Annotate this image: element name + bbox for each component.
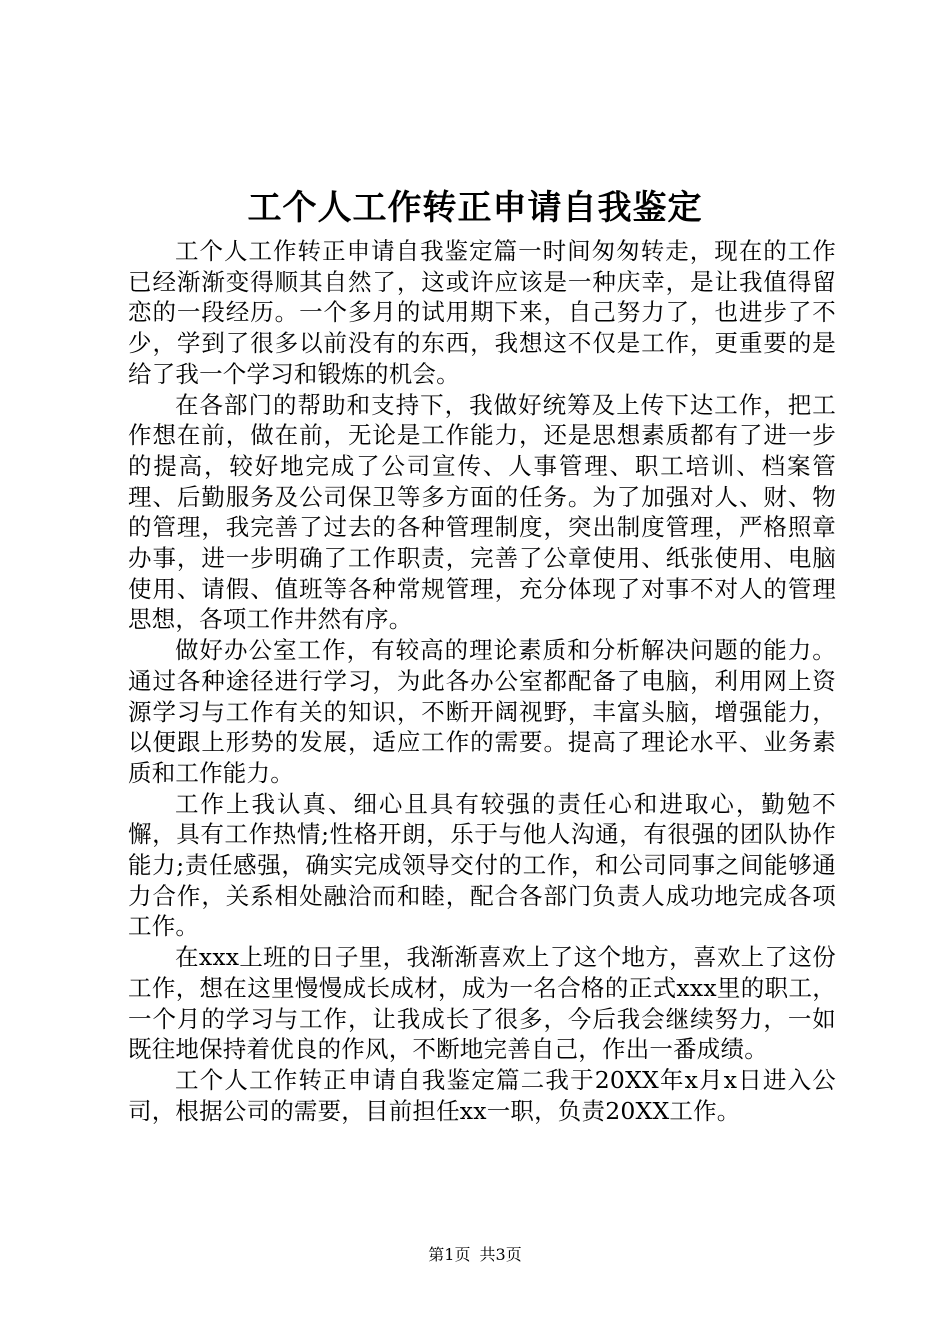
page-number: 第1页 (428, 1245, 471, 1264)
page-total: 共3页 (479, 1245, 522, 1264)
paragraph-4: 工作上我认真、细心且具有较强的责任心和进取心，勤勉不懈，具有工作热情;性格开朗，乐于与他人沟通，有很强的团队协作能力;责任感强，确实完成领导交付的工作，和公司同事之间能够通力合作，关系相处融洽而和睦，配合各部门负责人成功地完成各项工作。 (128, 789, 836, 941)
document-body (128, 236, 836, 1126)
document-title: 工个人工作转正申请自我鉴定 (247, 188, 703, 228)
paragraph-3: 做好办公室工作，有较高的理论素质和分析解决问题的能力。通过各种途径进行学习，为此各办公室都配备了电脑，利用网上资源学习与工作有关的知识，不断开阔视野，丰富头脑，增强能力，以便跟上形势的发展，适应工作的需要。提高了理论水平、业务素质和工作能力。 (128, 636, 836, 787)
paragraph-6: 工个人工作转正申请自我鉴定篇二我于20XX年x月x日进入公司，根据公司的需要，目前担任xx一职，负责20XX工作。 (128, 1065, 836, 1125)
page-footer (0, 1243, 950, 1267)
paragraph-2: 在各部门的帮助和支持下，我做好统筹及上传下达工作，把工作想在前，做在前，无论是工作能力，还是思想素质都有了进一步的提高，较好地完成了公司宣传、人事管理、职工培训、档案管理、后勤服务及公司保卫等多方面的任务。为了加强对人、财、物的管理，我完善了过去的各种管理制度，突出制度管理，严格照章办事，进一步明确了工作职责，完善了公章使用、纸张使用、电脑使用、请假、值班等各种常规管理，充分体现了对事不对人的管理思想，各项工作井然有序。 (128, 390, 836, 634)
paragraph-1: 工个人工作转正申请自我鉴定篇一时间匆匆转走，现在的工作已经渐渐变得顺其自然了，这或许应该是一种庆幸，是让我值得留恋的一段经历。一个多月的试用期下来，自己努力了，也进步了不少，学到了很多以前没有的东西，我想这不仅是工作，更重要的是给了我一个学习和锻炼的机会。 (128, 237, 836, 388)
paragraph-5: 在xxx上班的日子里，我渐渐喜欢上了这个地方，喜欢上了这份工作，想在这里慢慢成长成材，成为一名合格的正式xxx里的职工，一个月的学习与工作，让我成长了很多，今后我会继续努力，一如既往地保持着优良的作风，不断地完善自己，作出一番成绩。 (128, 943, 836, 1064)
